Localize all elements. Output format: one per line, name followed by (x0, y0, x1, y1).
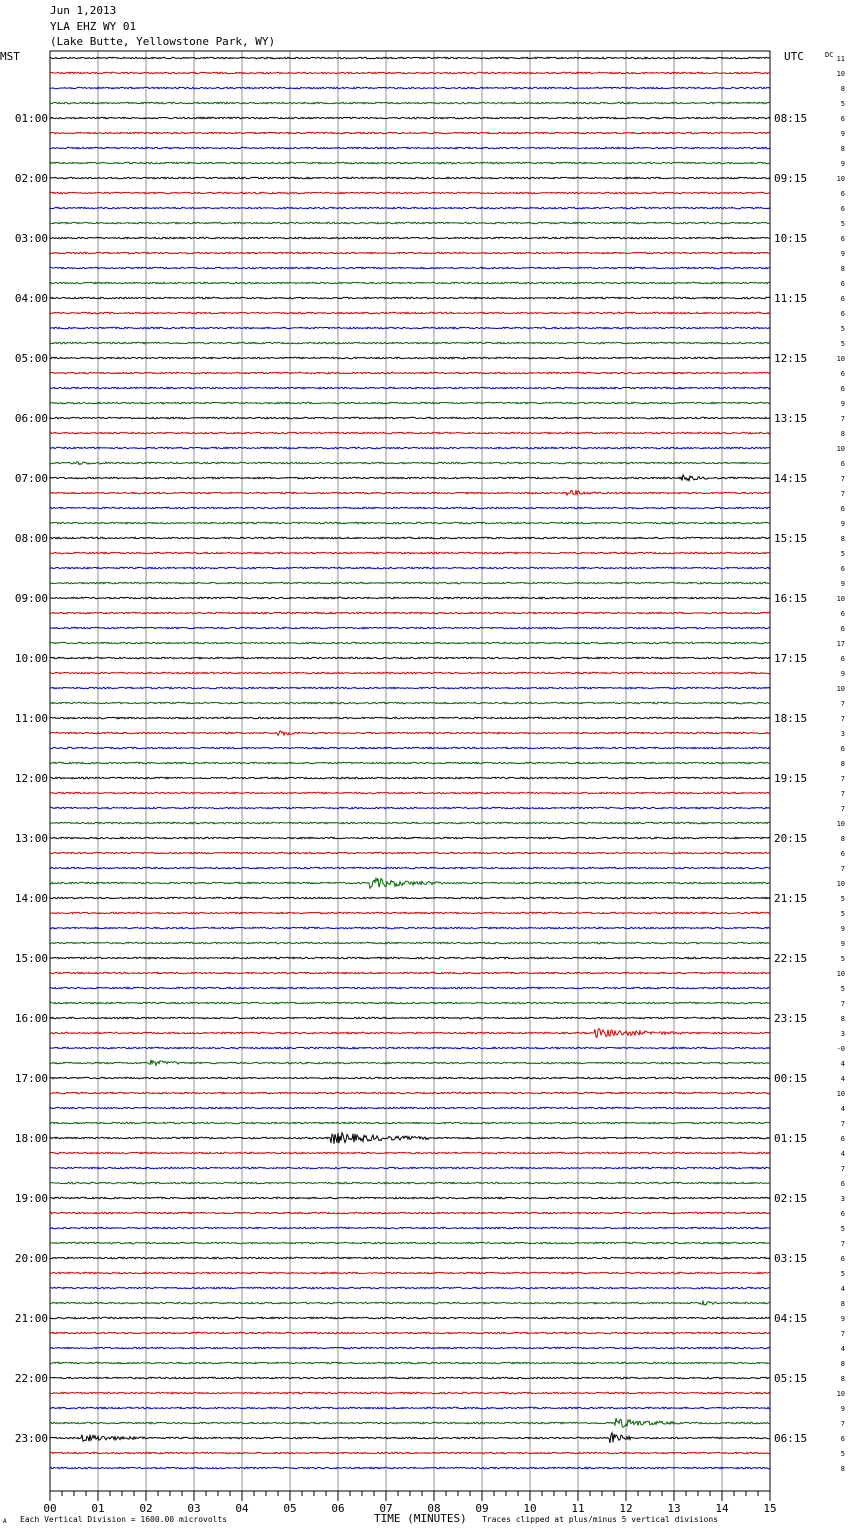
mst-hour-label: 20:00 (14, 1252, 48, 1265)
dc-value-label: 8 (840, 835, 845, 843)
trace-row-59 (50, 942, 770, 944)
trace-row-57 (50, 912, 770, 914)
x-tick-label: 05 (283, 1502, 297, 1515)
dc-value-label: 7 (840, 475, 845, 483)
utc-hour-label: 02:15 (774, 1192, 808, 1205)
right-timezone-label: UTC (784, 50, 804, 63)
trace-row-66 (50, 1047, 770, 1049)
dc-value-label: 10 (836, 175, 845, 183)
trace-row-65 (50, 1029, 770, 1038)
dc-value-label: 8 (840, 145, 845, 153)
utc-hour-label: 00:15 (774, 1072, 808, 1085)
dc-value-label: 6 (840, 1135, 845, 1143)
utc-hour-label: 17:15 (774, 652, 808, 665)
trace-row-30 (50, 507, 770, 509)
mst-hour-label: 04:00 (14, 292, 48, 305)
utc-hour-label: 18:15 (774, 712, 808, 725)
scale-note: Each Vertical Division = 1600.00 microvolts (20, 1515, 228, 1524)
dc-value-label: 4 (840, 1345, 845, 1353)
mst-hour-label: 10:00 (14, 652, 48, 665)
utc-hour-label: 13:15 (774, 412, 808, 425)
dc-value-label: 3 (840, 1030, 845, 1038)
trace-row-69 (50, 1092, 770, 1094)
mst-hour-label: 23:00 (14, 1432, 48, 1445)
trace-row-82 (50, 1287, 770, 1289)
dc-value-label: 5 (840, 1450, 845, 1458)
dc-value-label: 10 (836, 355, 845, 363)
trace-row-45 (50, 731, 770, 735)
trace-row-23 (50, 402, 770, 404)
dc-value-label: 8 (840, 1360, 845, 1368)
dc-value-label: 8 (840, 430, 845, 438)
trace-row-18 (50, 327, 770, 329)
dc-value-label: 11 (836, 55, 845, 63)
mst-hour-label: 05:00 (14, 352, 48, 365)
x-tick-label: 14 (715, 1502, 729, 1515)
trace-row-73 (50, 1152, 770, 1154)
dc-value-label: 6 (840, 565, 845, 573)
trace-row-44 (50, 717, 770, 719)
trace-row-70 (50, 1107, 770, 1109)
dc-value-label: 8 (840, 1015, 845, 1023)
utc-hour-label: 11:15 (774, 292, 808, 305)
dc-value-label: 5 (840, 325, 845, 333)
trace-row-47 (50, 762, 770, 764)
dc-value-label: 5 (840, 895, 845, 903)
dc-value-label: 9 (840, 400, 845, 408)
mst-hour-label: 16:00 (14, 1012, 48, 1025)
trace-row-68 (50, 1077, 770, 1079)
trace-row-40 (50, 657, 770, 659)
utc-hour-label: 10:15 (774, 232, 808, 245)
trace-row-33 (50, 552, 770, 554)
dc-value-label: 6 (840, 190, 845, 198)
dc-value-label: 7 (840, 490, 845, 498)
dc-value-label: 4 (840, 1075, 845, 1083)
dc-value-label: 10 (836, 880, 845, 888)
trace-row-29 (50, 490, 770, 495)
dc-value-label: 4 (840, 1285, 845, 1293)
utc-hour-label: 03:15 (774, 1252, 808, 1265)
trace-row-84 (50, 1317, 770, 1319)
trace-row-53 (50, 852, 770, 854)
trace-row-94 (50, 1467, 770, 1469)
trace-row-76 (50, 1197, 770, 1199)
x-tick-label: 10 (523, 1502, 537, 1515)
dc-value-label: 9 (840, 940, 845, 948)
trace-row-56 (50, 897, 770, 899)
trace-row-58 (50, 927, 770, 929)
trace-row-67 (50, 1060, 770, 1066)
mst-hour-label: 21:00 (14, 1312, 48, 1325)
clip-note: Traces clipped at plus/minus 5 vertical divisions (482, 1515, 719, 1524)
trace-row-3 (50, 102, 770, 104)
trace-row-43 (50, 702, 770, 704)
plot-frame (50, 51, 770, 1491)
dc-value-label: 6 (840, 235, 845, 243)
mst-hour-label: 08:00 (14, 532, 48, 545)
dc-value-label: 9 (840, 1405, 845, 1413)
dc-value-label: 6 (840, 460, 845, 468)
x-tick-label: 13 (667, 1502, 681, 1515)
trace-row-63 (50, 1002, 770, 1004)
dc-value-label: 6 (840, 850, 845, 858)
dc-value-label: -0 (836, 1045, 845, 1053)
dc-value-label: 10 (836, 70, 845, 78)
trace-row-48 (50, 777, 770, 779)
trace-row-74 (50, 1167, 770, 1169)
corner-mark: A (3, 1518, 7, 1525)
utc-hour-label: 21:15 (774, 892, 808, 905)
dc-value-label: 5 (840, 1270, 845, 1278)
utc-hour-label: 04:15 (774, 1312, 808, 1325)
x-tick-label: 07 (379, 1502, 393, 1515)
trace-row-38 (50, 627, 770, 629)
dc-value-label: 5 (840, 955, 845, 963)
mst-hour-label: 15:00 (14, 952, 48, 965)
dc-value-label: 9 (840, 160, 845, 168)
mst-hour-label: 14:00 (14, 892, 48, 905)
trace-row-90 (50, 1407, 770, 1409)
trace-row-55 (50, 878, 770, 888)
trace-row-91 (50, 1418, 770, 1427)
trace-row-79 (50, 1242, 770, 1244)
dc-value-label: 6 (840, 370, 845, 378)
x-tick-label: 03 (187, 1502, 201, 1515)
station-code: YLA EHZ WY 01 (50, 20, 137, 33)
dc-value-label: 4 (840, 1060, 845, 1068)
x-tick-label: 11 (571, 1502, 585, 1515)
trace-row-16 (50, 297, 770, 299)
dc-value-label: 6 (840, 310, 845, 318)
dc-value-label: 5 (840, 910, 845, 918)
trace-row-72 (50, 1133, 770, 1144)
trace-row-28 (50, 475, 770, 481)
trace-row-77 (50, 1212, 770, 1214)
dc-value-label: 6 (840, 385, 845, 393)
mst-hour-label: 11:00 (14, 712, 48, 725)
dc-value-label: 7 (840, 1330, 845, 1338)
dc-value-label: 8 (840, 535, 845, 543)
dc-value-label: 6 (840, 205, 845, 213)
trace-row-52 (50, 837, 770, 839)
x-tick-label: 08 (427, 1502, 441, 1515)
dc-value-label: 10 (836, 685, 845, 693)
trace-row-1 (50, 72, 770, 74)
dc-value-label: 7 (840, 1120, 845, 1128)
trace-row-93 (50, 1452, 770, 1454)
dc-value-label: 6 (840, 625, 845, 633)
dc-value-label: 6 (840, 1255, 845, 1263)
dc-value-label: 17 (836, 640, 845, 648)
trace-row-9 (50, 192, 770, 194)
trace-row-71 (50, 1122, 770, 1124)
x-tick-label: 12 (619, 1502, 633, 1515)
mst-hour-label: 02:00 (14, 172, 48, 185)
trace-row-83 (50, 1301, 770, 1305)
dc-value-label: 7 (840, 415, 845, 423)
dc-value-label: 6 (840, 505, 845, 513)
trace-row-31 (50, 522, 770, 524)
trace-row-2 (50, 87, 770, 89)
trace-row-13 (50, 252, 770, 254)
dc-value-label: 10 (836, 595, 845, 603)
x-tick-label: 01 (91, 1502, 105, 1515)
dc-value-label: 7 (840, 1000, 845, 1008)
trace-row-20 (50, 357, 770, 359)
dc-value-label: 3 (840, 1195, 845, 1203)
dc-value-label: 8 (840, 1465, 845, 1473)
x-axis-title: TIME (MINUTES) (374, 1512, 467, 1525)
dc-value-label: 8 (840, 1375, 845, 1383)
trace-row-17 (50, 312, 770, 314)
trace-row-24 (50, 417, 770, 419)
mst-hour-label: 01:00 (14, 112, 48, 125)
trace-row-85 (50, 1332, 770, 1334)
x-tick-label: 06 (331, 1502, 345, 1515)
utc-hour-label: 14:15 (774, 472, 808, 485)
dc-value-label: 7 (840, 790, 845, 798)
trace-row-34 (50, 567, 770, 569)
dc-value-label: 6 (840, 1210, 845, 1218)
dc-value-label: 6 (840, 1435, 845, 1443)
trace-row-89 (50, 1392, 770, 1394)
trace-row-25 (50, 432, 770, 434)
trace-row-54 (50, 867, 770, 869)
trace-row-64 (50, 1017, 770, 1019)
trace-row-81 (50, 1272, 770, 1274)
mst-hour-label: 13:00 (14, 832, 48, 845)
trace-row-19 (50, 342, 770, 344)
dc-value-label: 10 (836, 820, 845, 828)
trace-row-36 (50, 597, 770, 599)
dc-value-label: 10 (836, 970, 845, 978)
utc-hour-label: 08:15 (774, 112, 808, 125)
dc-value-label: 9 (840, 130, 845, 138)
utc-hour-label: 16:15 (774, 592, 808, 605)
dc-value-label: 4 (840, 1150, 845, 1158)
dc-value-label: 8 (840, 760, 845, 768)
trace-row-42 (50, 687, 770, 689)
dc-value-label: 7 (840, 805, 845, 813)
mst-hour-label: 19:00 (14, 1192, 48, 1205)
trace-row-15 (50, 282, 770, 284)
trace-row-92 (50, 1433, 770, 1443)
trace-row-4 (50, 117, 770, 119)
trace-row-86 (50, 1347, 770, 1349)
utc-hour-label: 05:15 (774, 1372, 808, 1385)
dc-value-label: 10 (836, 1390, 845, 1398)
dc-value-label: 7 (840, 715, 845, 723)
trace-row-6 (50, 147, 770, 149)
dc-value-label: 7 (840, 700, 845, 708)
trace-row-35 (50, 582, 770, 584)
utc-hour-label: 23:15 (774, 1012, 808, 1025)
trace-row-41 (50, 672, 770, 674)
trace-row-14 (50, 267, 770, 269)
mst-hour-label: 12:00 (14, 772, 48, 785)
trace-row-39 (50, 642, 770, 644)
trace-row-10 (50, 207, 770, 209)
dc-value-label: 9 (840, 670, 845, 678)
trace-row-51 (50, 822, 770, 824)
trace-row-50 (50, 807, 770, 809)
dc-value-label: 10 (836, 445, 845, 453)
dc-value-label: 6 (840, 1180, 845, 1188)
dc-value-label: 10 (836, 1090, 845, 1098)
dc-value-label: 7 (840, 865, 845, 873)
trace-row-46 (50, 747, 770, 749)
dc-value-label: 9 (840, 520, 845, 528)
trace-row-60 (50, 957, 770, 959)
dc-value-label: 3 (840, 730, 845, 738)
trace-row-37 (50, 612, 770, 614)
plot-date: Jun 1,2013 (50, 4, 117, 17)
x-tick-label: 09 (475, 1502, 489, 1515)
trace-row-80 (50, 1257, 770, 1259)
station-location: (Lake Butte, Yellowstone Park, WY) (50, 35, 276, 48)
trace-row-21 (50, 372, 770, 374)
trace-row-0 (50, 57, 770, 59)
dc-value-label: 6 (840, 115, 845, 123)
trace-row-49 (50, 792, 770, 794)
utc-hour-label: 19:15 (774, 772, 808, 785)
utc-hour-label: 15:15 (774, 532, 808, 545)
utc-hour-label: 12:15 (774, 352, 808, 365)
trace-row-27 (50, 462, 770, 465)
dc-value-label: 6 (840, 295, 845, 303)
trace-row-87 (50, 1362, 770, 1364)
trace-row-78 (50, 1227, 770, 1229)
trace-row-61 (50, 972, 770, 974)
utc-hour-label: 01:15 (774, 1132, 808, 1145)
dc-value-label: 5 (840, 1225, 845, 1233)
dc-value-label: 8 (840, 1300, 845, 1308)
dc-value-label: 5 (840, 340, 845, 348)
utc-hour-label: 09:15 (774, 172, 808, 185)
left-timezone-label: MST (0, 50, 20, 63)
utc-hour-label: 06:15 (774, 1432, 808, 1445)
dc-value-label: 5 (840, 550, 845, 558)
dc-value-label: 6 (840, 610, 845, 618)
dc-value-label: 6 (840, 280, 845, 288)
mst-hour-label: 03:00 (14, 232, 48, 245)
mst-hour-label: 06:00 (14, 412, 48, 425)
trace-row-7 (50, 162, 770, 164)
dc-value-label: 7 (840, 1165, 845, 1173)
dc-value-label: 7 (840, 1420, 845, 1428)
x-tick-label: 15 (763, 1502, 777, 1515)
dc-value-label: 6 (840, 745, 845, 753)
mst-hour-label: 07:00 (14, 472, 48, 485)
dc-value-label: 9 (840, 580, 845, 588)
trace-row-32 (50, 537, 770, 539)
mst-hour-label: 17:00 (14, 1072, 48, 1085)
dc-value-label: 7 (840, 775, 845, 783)
trace-row-26 (50, 447, 770, 449)
trace-row-22 (50, 387, 770, 389)
dc-value-label: 5 (840, 220, 845, 228)
dc-value-label: 9 (840, 1315, 845, 1323)
trace-row-62 (50, 987, 770, 989)
dc-value-label: 5 (840, 100, 845, 108)
trace-row-11 (50, 222, 770, 224)
x-tick-label: 00 (43, 1502, 57, 1515)
dc-value-label: 7 (840, 1240, 845, 1248)
trace-row-5 (50, 132, 770, 134)
dc-value-label: 8 (840, 265, 845, 273)
utc-hour-label: 20:15 (774, 832, 808, 845)
mst-hour-label: 09:00 (14, 592, 48, 605)
trace-row-75 (50, 1182, 770, 1184)
dc-value-label: 4 (840, 1105, 845, 1113)
utc-hour-label: 22:15 (774, 952, 808, 965)
mst-hour-label: 18:00 (14, 1132, 48, 1145)
dc-value-label: 8 (840, 85, 845, 93)
x-tick-label: 02 (139, 1502, 153, 1515)
dc-header-label: DC (825, 51, 834, 59)
trace-row-8 (50, 177, 770, 179)
dc-value-label: 6 (840, 655, 845, 663)
x-tick-label: 04 (235, 1502, 249, 1515)
dc-value-label: 9 (840, 925, 845, 933)
trace-row-88 (50, 1377, 770, 1379)
mst-hour-label: 22:00 (14, 1372, 48, 1385)
trace-row-12 (50, 237, 770, 239)
dc-value-label: 9 (840, 250, 845, 258)
dc-value-label: 5 (840, 985, 845, 993)
